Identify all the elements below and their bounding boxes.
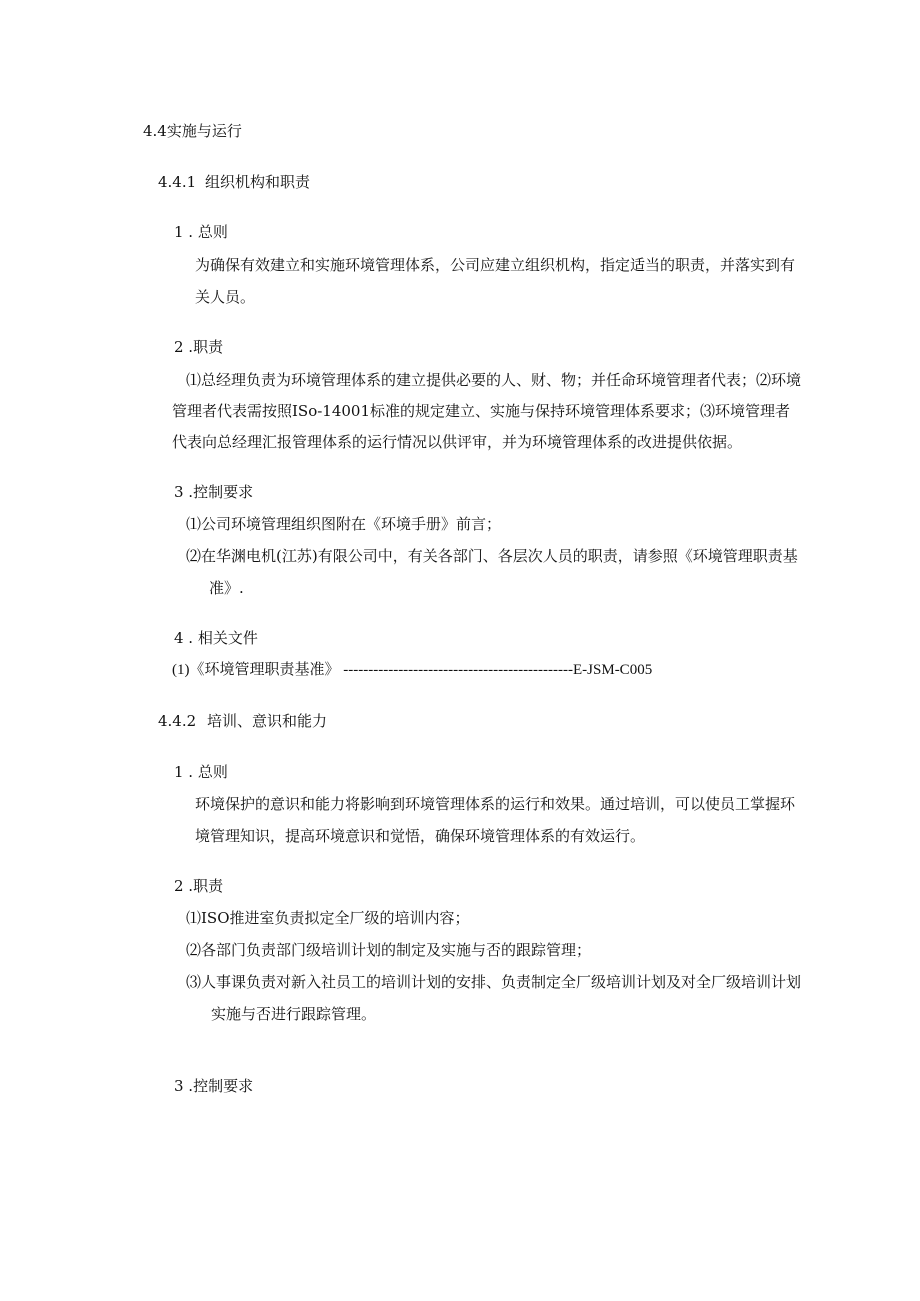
s442-duty-item-3-cont: 实施与否进行跟踪管理。 bbox=[211, 1005, 377, 1023]
s441-general-line-1: 为确保有效建立和实施环境管理体系，公司应建立组织机构，指定适当的职责，并落实到有 bbox=[195, 256, 796, 274]
s442-general-line-2: 境管理知识，提高环境意识和觉悟，确保环境管理体系的有效运行。 bbox=[195, 827, 646, 845]
s442-duty-item-2: ⑵各部门负责部门级培训计划的制定及实施与否的跟踪管理； bbox=[186, 941, 592, 959]
s441-docs-reference: (1)《环境管理职责基准》 ----------------------------------------------E-JSM-C005 bbox=[172, 662, 653, 678]
section-4-4-title: 4.4实施与运行 bbox=[143, 122, 242, 140]
section-4-4-1-number: 4.4.1 bbox=[158, 173, 197, 191]
s441-general-label: 1 . 总则 bbox=[174, 223, 228, 241]
s442-duty-item-1: ⑴ISO推进室负责拟定全厂级的培训内容； bbox=[186, 909, 470, 927]
s441-control-item-2: ⑵在华渊电机(江苏)有限公司中，有关各部门、各层次人员的职责，请参照《环境管理职责基 bbox=[186, 547, 798, 565]
section-4-4-1-title: 组织机构和职责 bbox=[205, 173, 311, 191]
s441-control-label: 3 .控制要求 bbox=[174, 483, 254, 501]
s441-control-item-1: ⑴公司环境管理组织图附在《环境手册》前言； bbox=[186, 515, 502, 533]
section-4-4-2-title: 培训、意识和能力 bbox=[207, 712, 328, 730]
s441-general-line-2: 关人员。 bbox=[195, 288, 256, 306]
section-4-4-2-number: 4.4.2 bbox=[158, 712, 197, 730]
s441-control-item-2-cont: 准》. bbox=[209, 579, 244, 597]
s441-duty-line-3: 代表向总经理汇报管理体系的运行情况以供评审，并为环境管理体系的改进提供依据。 bbox=[172, 433, 743, 451]
s441-duty-label: 2 .职责 bbox=[174, 338, 224, 356]
s442-control-label: 3 .控制要求 bbox=[174, 1077, 254, 1095]
s441-duty-line-1: ⑴总经理负责为环境管理体系的建立提供必要的人、财、物；并任命环境管理者代表；⑵环境 bbox=[186, 371, 802, 389]
s442-duty-label: 2 .职责 bbox=[174, 877, 224, 895]
s442-duty-item-3: ⑶人事课负责对新入社员工的培训计划的安排、负责制定全厂级培训计划及对全厂级培训计划 bbox=[186, 973, 802, 991]
s441-docs-label: 4 . 相关文件 bbox=[174, 629, 258, 647]
s441-duty-line-2: 管理者代表需按照ISo-14001标准的规定建立、实施与保持环境管理体系要求；⑶环境管理者 bbox=[172, 402, 791, 420]
s442-general-line-1: 环境保护的意识和能力将影响到环境管理体系的运行和效果。通过培训，可以使员工掌握环 bbox=[195, 795, 796, 813]
s442-general-label: 1 . 总则 bbox=[174, 763, 228, 781]
